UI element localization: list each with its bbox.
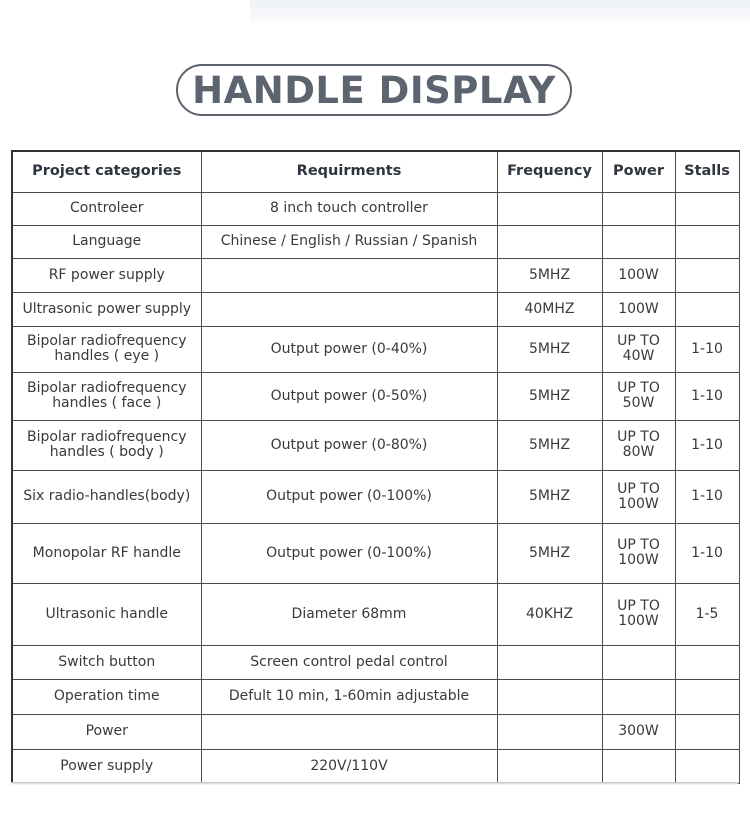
cell-power: UP TO 80W bbox=[602, 420, 675, 470]
cell-requirement: Screen control pedal control bbox=[201, 645, 497, 679]
cell-power bbox=[602, 225, 675, 258]
cell-power: UP TO 40W bbox=[602, 326, 675, 372]
table-row bbox=[12, 292, 739, 326]
cell-frequency bbox=[497, 714, 602, 749]
cell-frequency bbox=[497, 192, 602, 225]
cell-requirement: Output power (0-40%) bbox=[201, 326, 497, 372]
cell-requirement: Defult 10 min, 1-60min adjustable bbox=[201, 679, 497, 714]
cell-requirement: Output power (0-50%) bbox=[201, 372, 497, 420]
cell-power: 100W bbox=[602, 258, 675, 292]
cell-requirement: Output power (0-100%) bbox=[201, 523, 497, 583]
table-row bbox=[12, 749, 739, 783]
table-row bbox=[12, 583, 739, 645]
cell-requirement: Chinese / English / Russian / Spanish bbox=[201, 225, 497, 258]
cell-stalls bbox=[675, 749, 739, 783]
cell-stalls bbox=[675, 714, 739, 749]
cell-frequency: 5MHZ bbox=[497, 420, 602, 470]
cell-stalls: 1-10 bbox=[675, 523, 739, 583]
cell-stalls bbox=[675, 645, 739, 679]
spec-table bbox=[11, 150, 740, 784]
cell-frequency: 5MHZ bbox=[497, 523, 602, 583]
cell-category: Power bbox=[12, 714, 201, 749]
cell-category: Ultrasonic handle bbox=[12, 583, 201, 645]
title-pill bbox=[176, 64, 572, 116]
cell-frequency: 5MHZ bbox=[497, 326, 602, 372]
cell-frequency: 5MHZ bbox=[497, 258, 602, 292]
page-title: HANDLE DISPLAY bbox=[192, 68, 556, 112]
cell-category: Bipolar radiofrequency handles ( face ) bbox=[12, 372, 201, 420]
table-row bbox=[12, 192, 739, 225]
table-row bbox=[12, 225, 739, 258]
cell-requirement bbox=[201, 258, 497, 292]
cell-power bbox=[602, 749, 675, 783]
header-frequency: Frequency bbox=[497, 151, 602, 192]
table-row bbox=[12, 258, 739, 292]
cell-requirement bbox=[201, 292, 497, 326]
table-row bbox=[12, 645, 739, 679]
cell-stalls bbox=[675, 292, 739, 326]
cell-power: UP TO 100W bbox=[602, 470, 675, 523]
cell-category: Bipolar radiofrequency handles ( body ) bbox=[12, 420, 201, 470]
cell-power: UP TO 100W bbox=[602, 523, 675, 583]
table-row bbox=[12, 714, 739, 749]
table-row bbox=[12, 420, 739, 470]
cell-stalls bbox=[675, 225, 739, 258]
cell-frequency: 40KHZ bbox=[497, 583, 602, 645]
cell-stalls: 1-10 bbox=[675, 326, 739, 372]
cell-stalls bbox=[675, 192, 739, 225]
top-haze bbox=[250, 0, 750, 26]
cell-frequency bbox=[497, 225, 602, 258]
cell-stalls: 1-5 bbox=[675, 583, 739, 645]
cell-category: Language bbox=[12, 225, 201, 258]
cell-requirement: Output power (0-80%) bbox=[201, 420, 497, 470]
cell-power: UP TO 100W bbox=[602, 583, 675, 645]
cell-stalls: 1-10 bbox=[675, 420, 739, 470]
cell-frequency: 40MHZ bbox=[497, 292, 602, 326]
cell-category: Monopolar RF handle bbox=[12, 523, 201, 583]
cell-frequency: 5MHZ bbox=[497, 372, 602, 420]
cell-category: Controleer bbox=[12, 192, 201, 225]
cell-category: Bipolar radiofrequency handles ( eye ) bbox=[12, 326, 201, 372]
cell-category: RF power supply bbox=[12, 258, 201, 292]
cell-stalls bbox=[675, 679, 739, 714]
cell-power bbox=[602, 679, 675, 714]
cell-power bbox=[602, 645, 675, 679]
cell-category: Power supply bbox=[12, 749, 201, 783]
table-bottom-shadow bbox=[11, 782, 738, 785]
cell-category: Switch button bbox=[12, 645, 201, 679]
header-stalls: Stalls bbox=[675, 151, 739, 192]
cell-requirement: Diameter 68mm bbox=[201, 583, 497, 645]
cell-stalls bbox=[675, 258, 739, 292]
header-requirements: Requirments bbox=[201, 151, 497, 192]
table-header-row bbox=[12, 151, 739, 192]
cell-category: Operation time bbox=[12, 679, 201, 714]
cell-stalls: 1-10 bbox=[675, 372, 739, 420]
table-row bbox=[12, 372, 739, 420]
cell-requirement: Output power (0-100%) bbox=[201, 470, 497, 523]
cell-power: 100W bbox=[602, 292, 675, 326]
cell-category: Ultrasonic power supply bbox=[12, 292, 201, 326]
cell-frequency bbox=[497, 645, 602, 679]
cell-stalls: 1-10 bbox=[675, 470, 739, 523]
cell-frequency bbox=[497, 679, 602, 714]
table-row bbox=[12, 523, 739, 583]
header-project-categories: Project categories bbox=[12, 151, 201, 192]
cell-category: Six radio-handles(body) bbox=[12, 470, 201, 523]
cell-requirement: 8 inch touch controller bbox=[201, 192, 497, 225]
table-row bbox=[12, 470, 739, 523]
cell-power bbox=[602, 192, 675, 225]
cell-power: UP TO 50W bbox=[602, 372, 675, 420]
header-power: Power bbox=[602, 151, 675, 192]
cell-frequency bbox=[497, 749, 602, 783]
table-row bbox=[12, 326, 739, 372]
cell-requirement bbox=[201, 714, 497, 749]
cell-power: 300W bbox=[602, 714, 675, 749]
cell-requirement: 220V/110V bbox=[201, 749, 497, 783]
cell-frequency: 5MHZ bbox=[497, 470, 602, 523]
table-row bbox=[12, 679, 739, 714]
